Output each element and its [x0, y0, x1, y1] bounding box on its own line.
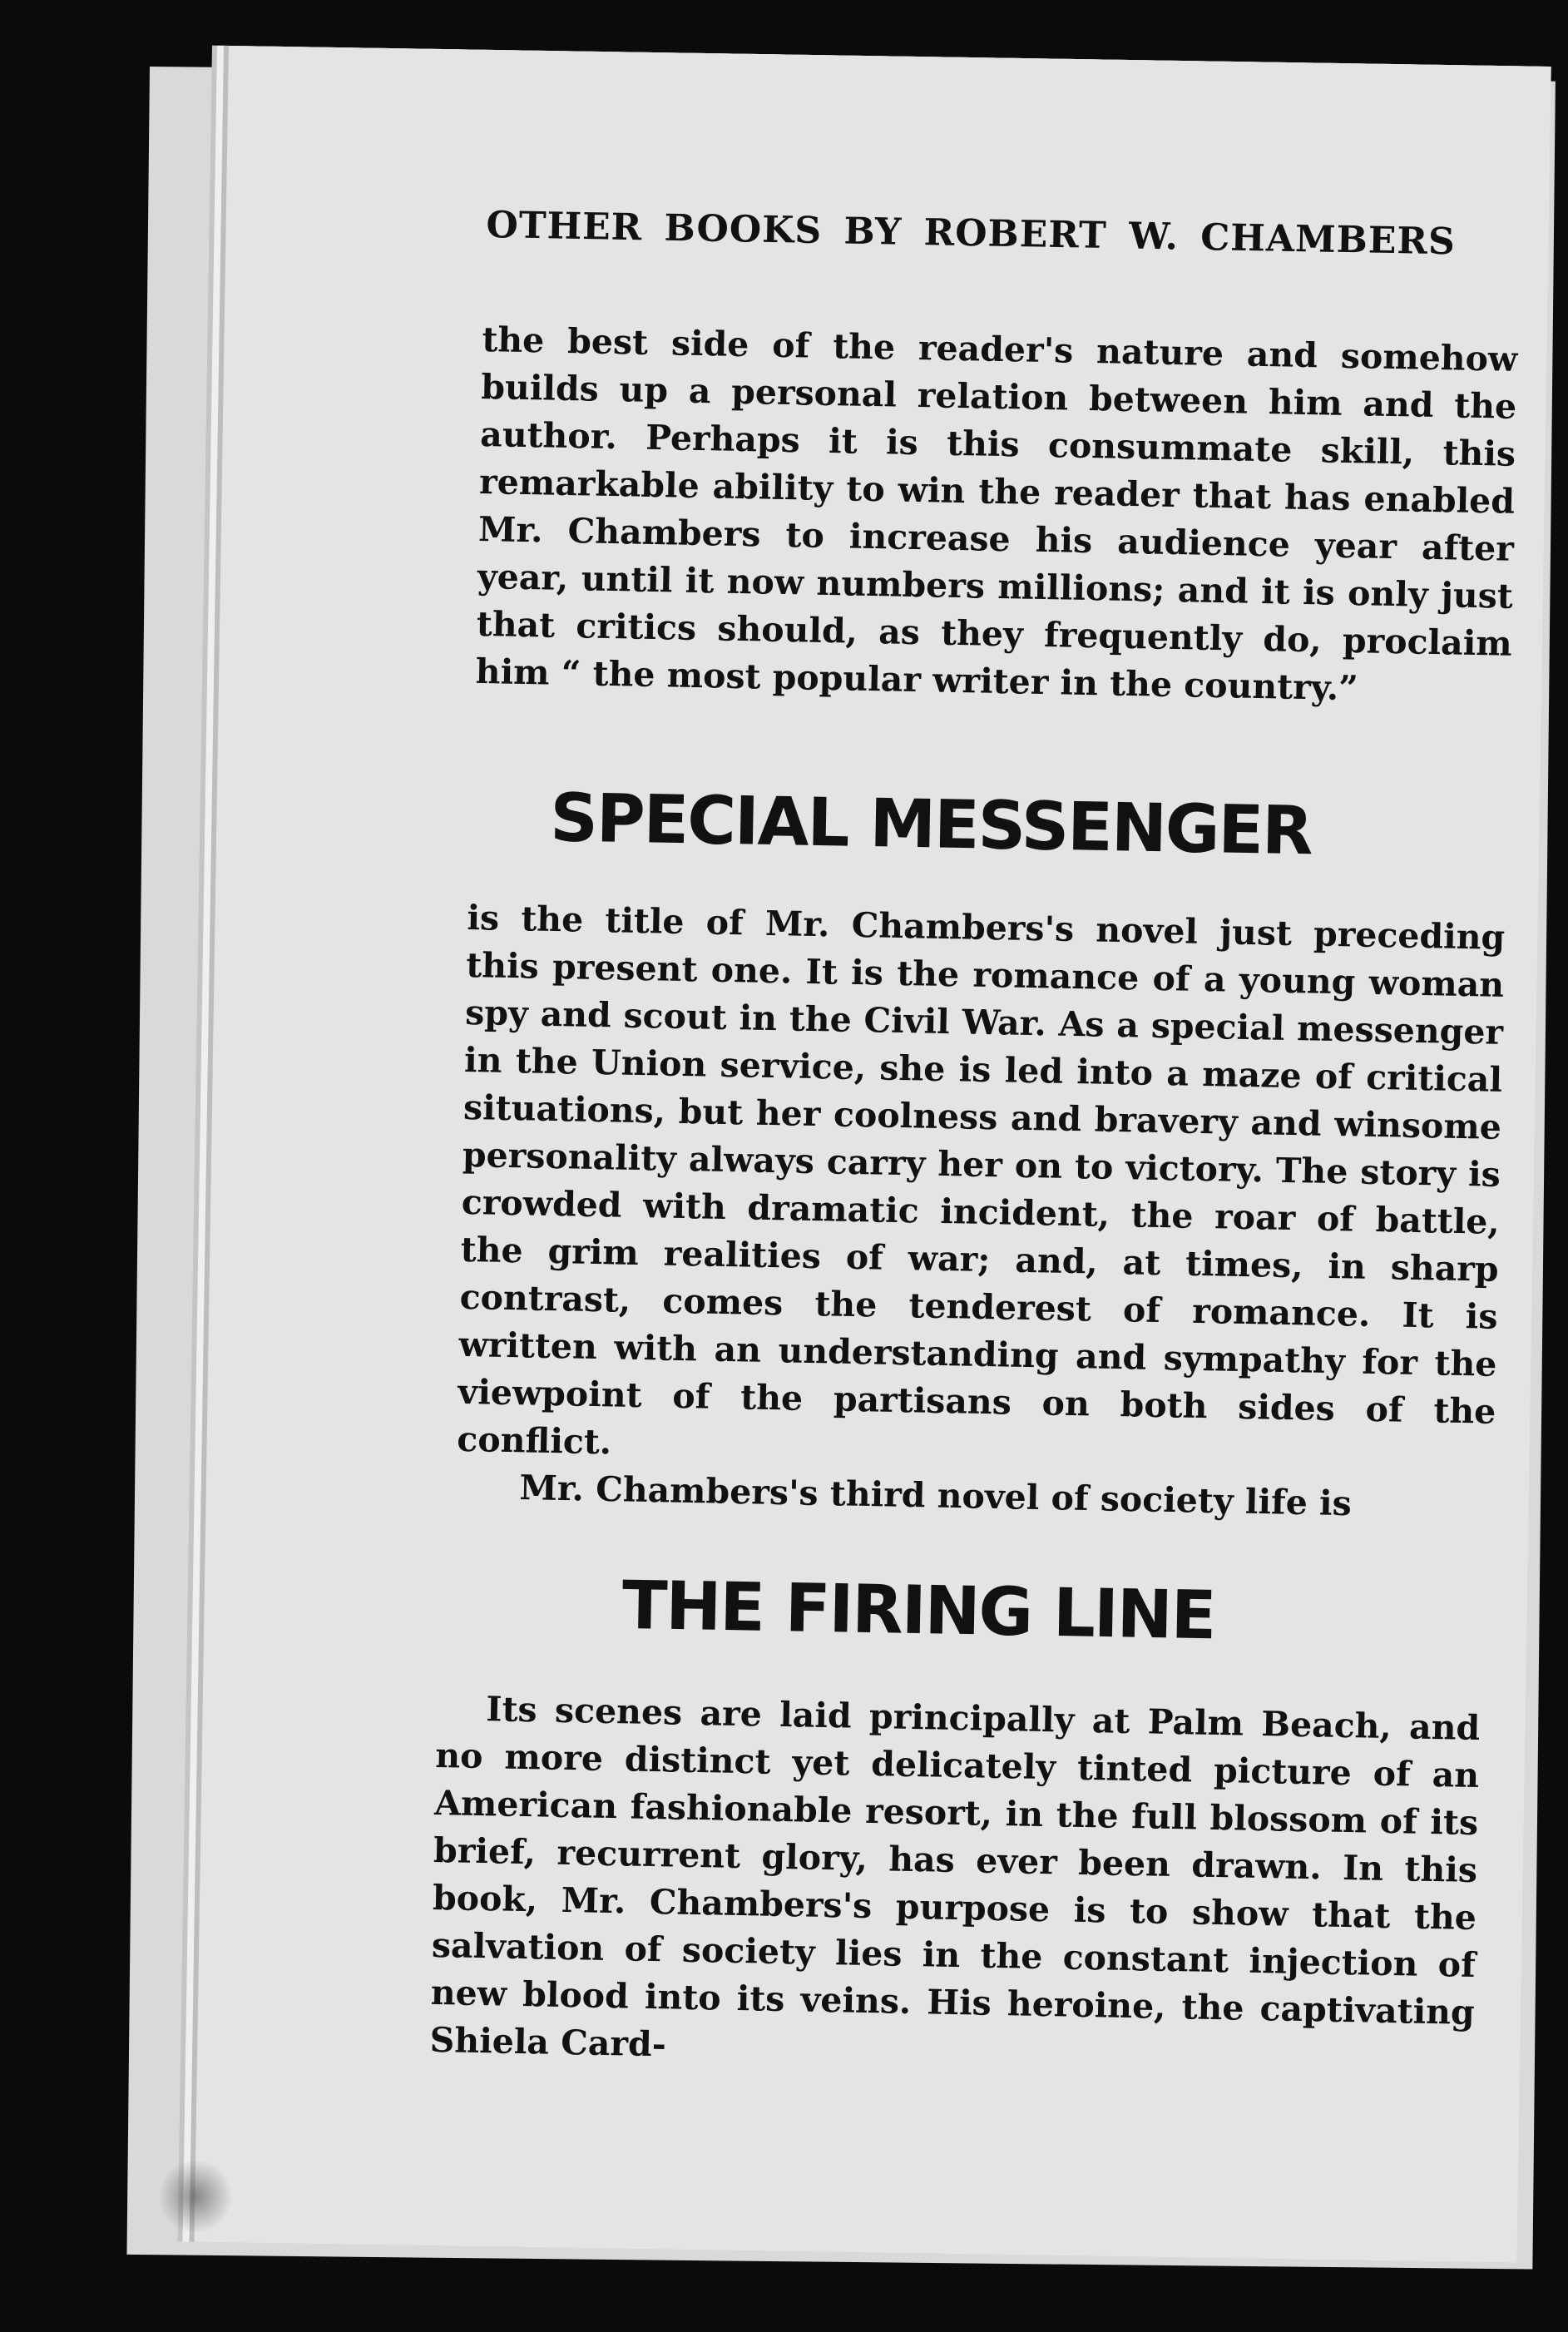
intro-paragraph: the best side of the reader's nature and somehow builds up a personal relation between him and the author. Perhaps it is this consummate skill, this remarkable ability to win the reader that has enabled Mr. Chambers to increase his audience year after year, until it now numbers millions; and it is only just that critics should, as they frequently do, proclaim him “ the most popular writer in the country.”	[475, 319, 1518, 709]
firing-line-lead: Mr. Chambers's third novel of society life is	[519, 1467, 1353, 1524]
ink-smudge	[158, 2159, 233, 2234]
page-content	[250, 200, 1518, 2163]
firing-line-block	[429, 1685, 1481, 2084]
section-title-firing-line: THE FIRING LINE	[621, 1566, 1216, 1655]
intro-paragraph-block	[475, 316, 1518, 715]
special-messenger-block	[457, 894, 1506, 1483]
running-head: OTHER BOOKS BY ROBERT W. CHAMBERS	[486, 203, 1457, 264]
special-messenger-paragraph: is the title of Mr. Chambers's novel just preceding this present one. It is the romance of a young woman spy and scout in the Civil War. As a special messenger in the Union service, she is led into a maze of critical situations, but her coolness and bravery and winsome personality always carry her on to victory. The story is crowded with dramatic incident, the roar of battle, the grim realities of war; and, at times, in sharp contrast, comes the tenderest of romance. It is written with an understanding and sympathy for the viewpoint of the partisans on both sides of the conflict.	[456, 897, 1506, 1463]
firing-line-paragraph: Its scenes are laid principally at Palm Beach, and no more distinct yet delicately tinted picture of an American fashionable resort, in the full blossom of its brief, recurrent glory, has ever been drawn. In this book, Mr. Chambers's purpose is to show that the salvation of society lies in the constant injection of new blood into its veins. His heroine, the captivating Shiela Card-	[429, 1689, 1481, 2065]
section-title-special-messenger: SPECIAL MESSENGER	[549, 779, 1313, 870]
